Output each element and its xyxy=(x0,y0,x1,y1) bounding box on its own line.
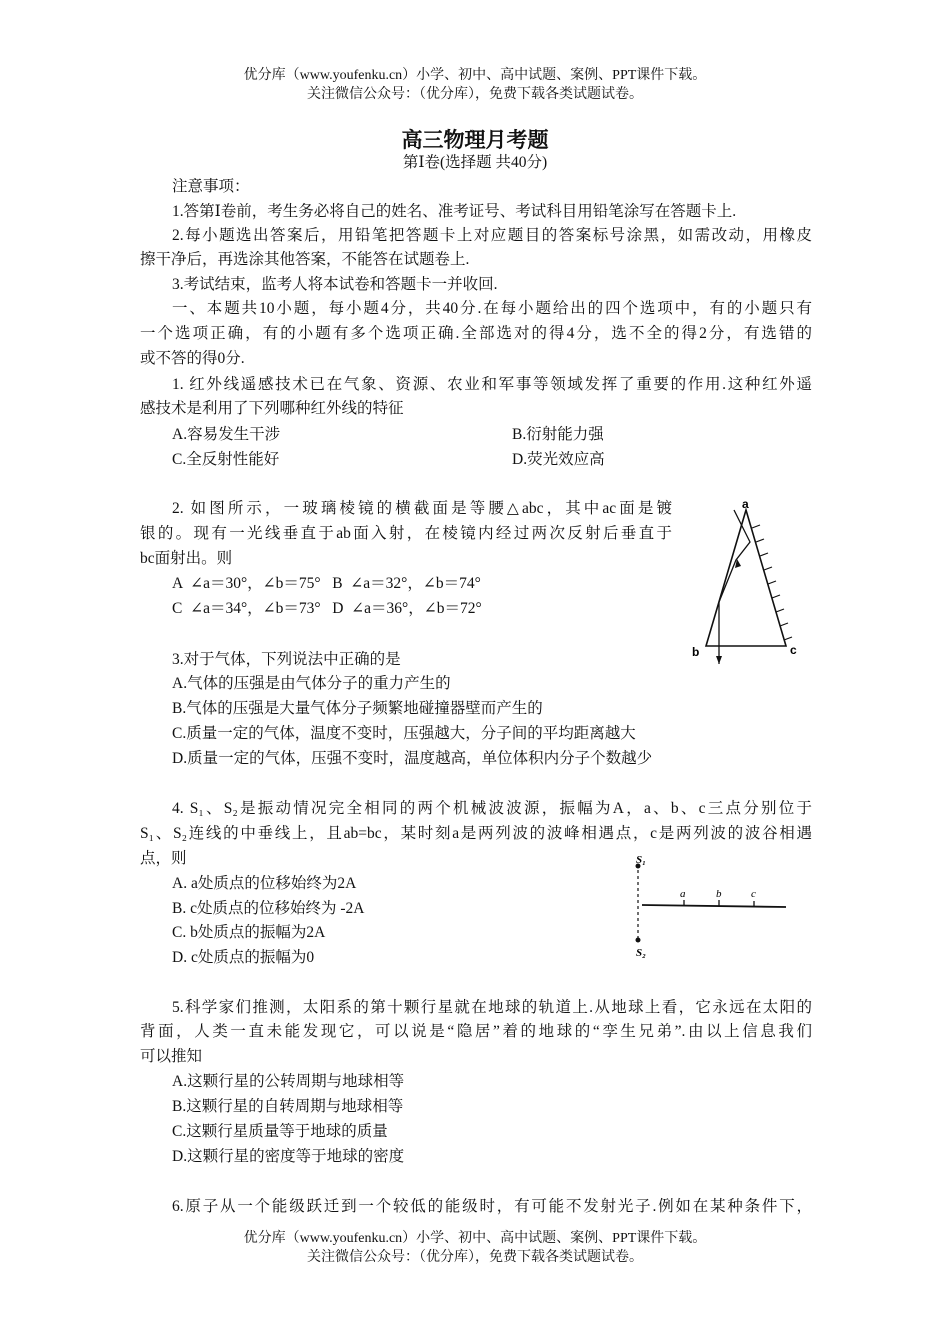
q3-stem: 3.对于气体，下列说法中正确的是 xyxy=(172,651,401,668)
q5-option-a: A.这颗行星的公转周期与地球相等 xyxy=(172,1073,405,1090)
q4-option-a: A. a处质点的位移始终为2A xyxy=(172,875,357,892)
page-header xyxy=(0,66,950,104)
q2-stem-a: 2. 如图所示，一玻璃棱镜的横截面是等腰△abc，其中ac面是镀 xyxy=(172,500,672,517)
prism-triangle xyxy=(706,510,786,646)
wave-sources-diagram xyxy=(630,852,790,962)
q4-option-b: B. c处质点的位移始终为 -2A xyxy=(172,900,365,917)
vertex-b-label: b xyxy=(692,645,700,659)
notes-heading: 注意事项： xyxy=(172,178,250,195)
source-s2-dot xyxy=(636,938,641,943)
q5-option-b: B.这颗行星的自转周期与地球相等 xyxy=(172,1098,404,1115)
page-title: 高三物理月考题 xyxy=(401,128,549,152)
q4-stem-c: 点，则 xyxy=(140,850,187,867)
q5-stem-a: 5.科学家们推测，太阳系的第十颗行星就在地球的轨道上.从地球上看，它永远在太阳的 xyxy=(172,999,812,1016)
q5-stem-b: 背面，人类一直未能发现它，可以说是“隐居”着的地球的“孪生兄弟”.由以上信息我们 xyxy=(140,1023,812,1040)
silver-coating-hatch xyxy=(752,525,792,640)
page-subtitle: 第Ⅰ卷(选择题 共40分) xyxy=(402,154,548,171)
q1-option-c: C.全反射性能好 xyxy=(172,451,280,468)
note-1: 1.答第Ⅰ卷前，考生务必将自己的姓名、准考证号、考试科目用铅笔涂写在答题卡上. xyxy=(172,203,737,220)
q3-option-d: D.质量一定的气体，压强不变时，温度越高，单位体积内分子个数越少 xyxy=(172,750,653,767)
note-2b: 擦干净后，再选涂其他答案，不能答在试题卷上. xyxy=(140,251,470,268)
page-footer xyxy=(0,1229,950,1267)
q3-option-a: A.气体的压强是由气体分子的重力产生的 xyxy=(172,675,451,692)
vertex-c-label: c xyxy=(790,643,797,657)
note-2a: 2.每小题选出答案后，用铅笔把答题卡上对应题目的答案标号涂黑，如需改动，用橡皮 xyxy=(172,227,812,244)
q1-stem-a: 1. 红外线遥感技术已在气象、资源、农业和军事等领域发挥了重要的作用.这种红外遥 xyxy=(172,376,812,393)
q3-option-c: C.质量一定的气体，温度不变时，压强越大，分子间的平均距离越大 xyxy=(172,725,636,742)
s1-label: S₁ xyxy=(636,854,646,866)
q5-option-d: D.这颗行星的密度等于地球的密度 xyxy=(172,1148,405,1165)
q4-stem-b: S₁、S₂连线的中垂线上，且ab=bc，某时刻a是两列波的波峰相遇点，c是两列波的波谷相遇 xyxy=(140,825,812,842)
header-line-2: 关注微信公众号：（优分库），免费下载各类试题试卷。 xyxy=(307,87,643,102)
q2-stem-b: 银的。现有一光线垂直于ab面入射，在棱镜内经过两次反射后垂直于 xyxy=(140,525,672,542)
q1-option-d: D.荧光效应高 xyxy=(512,451,605,468)
point-b-label: b xyxy=(716,888,722,900)
footer-line-1: 优分库（www.youfenku.cn）小学、初中、高中试题、案例、PPT课件下载。 xyxy=(243,1231,707,1246)
q5-option-c: C.这颗行星质量等于地球的质量 xyxy=(172,1123,388,1140)
q2-options-ab: A ∠a＝30°，∠b＝75° B ∠a＝32°，∠b＝74° xyxy=(172,575,481,592)
q1-option-b: B.衍射能力强 xyxy=(512,426,604,443)
q2-stem-c: bc面射出。则 xyxy=(140,550,233,567)
footer-line-2: 关注微信公众号：（优分库），免费下载各类试题试卷。 xyxy=(307,1250,643,1265)
section-intro-c: 或不答的得0分. xyxy=(140,350,245,367)
q4-option-d: D. c处质点的振幅为0 xyxy=(172,949,315,966)
prism-diagram xyxy=(690,498,802,668)
q3-option-b: B.气体的压强是大量气体分子频繁地碰撞器壁而产生的 xyxy=(172,700,543,717)
q1-option-a: A.容易发生干涉 xyxy=(172,426,281,443)
s2-label: S₂ xyxy=(636,947,646,959)
point-a-label: a xyxy=(680,888,686,900)
perpendicular-bisector xyxy=(642,905,786,907)
q2-options-cd: C ∠a＝34°，∠b＝73° D ∠a＝36°，∠b＝72° xyxy=(172,600,482,617)
section-intro-b: 一个选项正确，有的小题有多个选项正确.全部选对的得4分，选不全的得2分，有选错的 xyxy=(140,325,812,342)
q4-option-c: C. b处质点的振幅为2A xyxy=(172,924,326,941)
q5-stem-c: 可以推知 xyxy=(140,1048,203,1065)
vertex-a-label: a xyxy=(742,498,749,511)
q6-stem-a: 6.原子从一个能级跃迁到一个较低的能级时，有可能不发射光子.例如在某种条件下， xyxy=(172,1198,812,1215)
q4-stem-a: 4. S₁、S₂是振动情况完全相同的两个机械波波源，振幅为A，a、b、c三点分别位于 xyxy=(172,800,812,817)
header-line-1: 优分库（www.youfenku.cn）小学、初中、高中试题、案例、PPT课件下载。 xyxy=(243,68,707,83)
q1-stem-b: 感技术是利用了下列哪种红外线的特征 xyxy=(140,400,404,417)
section-intro-a: 一、本题共10小题，每小题4分，共40分.在每小题给出的四个选项中，有的小题只有 xyxy=(172,300,812,317)
point-c-label: c xyxy=(751,888,756,900)
note-3: 3.考试结束，监考人将本试卷和答题卡一并收回. xyxy=(172,276,498,293)
